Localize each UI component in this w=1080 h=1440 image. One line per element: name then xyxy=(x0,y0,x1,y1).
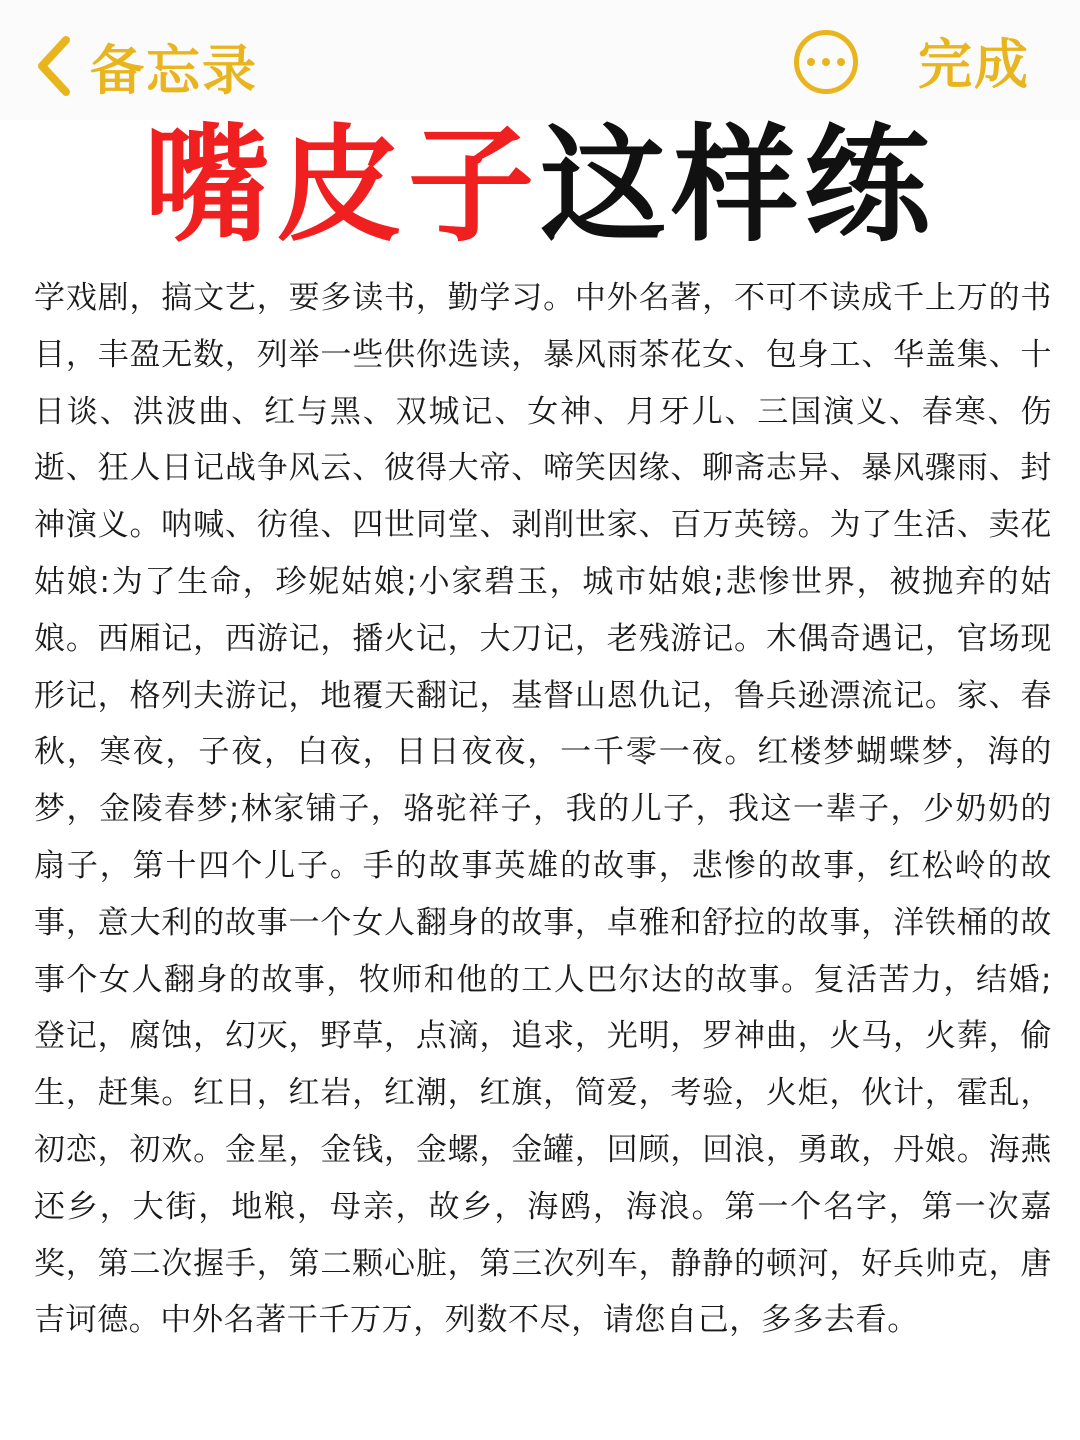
done-button[interactable]: 完成 xyxy=(918,33,1030,96)
chevron-left-icon[interactable] xyxy=(28,26,80,106)
back-button-label[interactable]: 备忘录 xyxy=(90,38,258,102)
note-body-text[interactable]: 学戏剧，搞文艺，要多读书，勤学习。中外名著，不可不读成千上万的书目，丰盈无数，列举一些供你选读，暴风雨茶花女、包身工、华盖集、十日谈、洪波曲、红与黑、双城记、女神、月牙儿、三国演义、春寒、伤逝、狂人日记战争风云、彼得大帝、啼笑因缘、聊斋志异、暴风骤雨、封神演义。呐喊、彷徨、四世同堂、剥削世家、百万英镑。为了生活、卖花姑娘:为了生命，珍妮姑娘;小家碧玉，城市姑娘;悲惨世界，被抛弃的姑娘。西厢记，西游记，播火记，大刀记，老残游记。木偶奇遇记，官场现形记，格列夫游记，地覆天翻记，基督山恩仇记，鲁兵逊漂流记。家、春秋，寒夜，子夜，白夜，日日夜夜，一千零一夜。红楼梦蝴蝶梦，海的梦，金陵春梦;林家铺子，骆驼祥子，我的儿子，我这一辈子，少奶奶的扇子，第十四个儿子。手的故事英雄的故事，悲惨的故事，红松岭的故事，意大利的故事一个女人翻身的故事，卓雅和舒拉的故事，洋铁桶的故事个女人翻身的故事，牧师和他的工人巴尔达的故事。复活苦力，结婚;登记，腐蚀，幻灭，野草，点滴，追求，光明，罗神曲，火马，火葬，偷生，赶集。红日，红岩，红潮，红旗，简爱，考验，火炬，伙计，霍乱，初恋，初欢。金星，金钱，金螺，金罐，回顾，回浪，勇敢，丹娘。海燕还乡，大街，地粮，母亲，故乡，海鸥，海浪。第一个名字，第一次嘉奖，第二次握手，第二颗心脏，第三次列车，静静的顿河，好兵帅克，唐吉诃德。中外名著干千万万，列数不尽，请您自己，多多去看。 xyxy=(34,280,1052,1339)
note-title-highlight: 嘴皮子 xyxy=(144,112,540,259)
more-options-button[interactable] xyxy=(794,30,858,94)
note-title xyxy=(0,112,1080,259)
ellipsis-dot xyxy=(822,58,830,66)
ellipsis-dot xyxy=(837,58,845,66)
ellipsis-dot xyxy=(807,58,815,66)
navigation-bar xyxy=(0,0,1080,120)
back-button[interactable] xyxy=(28,26,258,106)
note-title-rest: 这样练 xyxy=(540,112,936,259)
